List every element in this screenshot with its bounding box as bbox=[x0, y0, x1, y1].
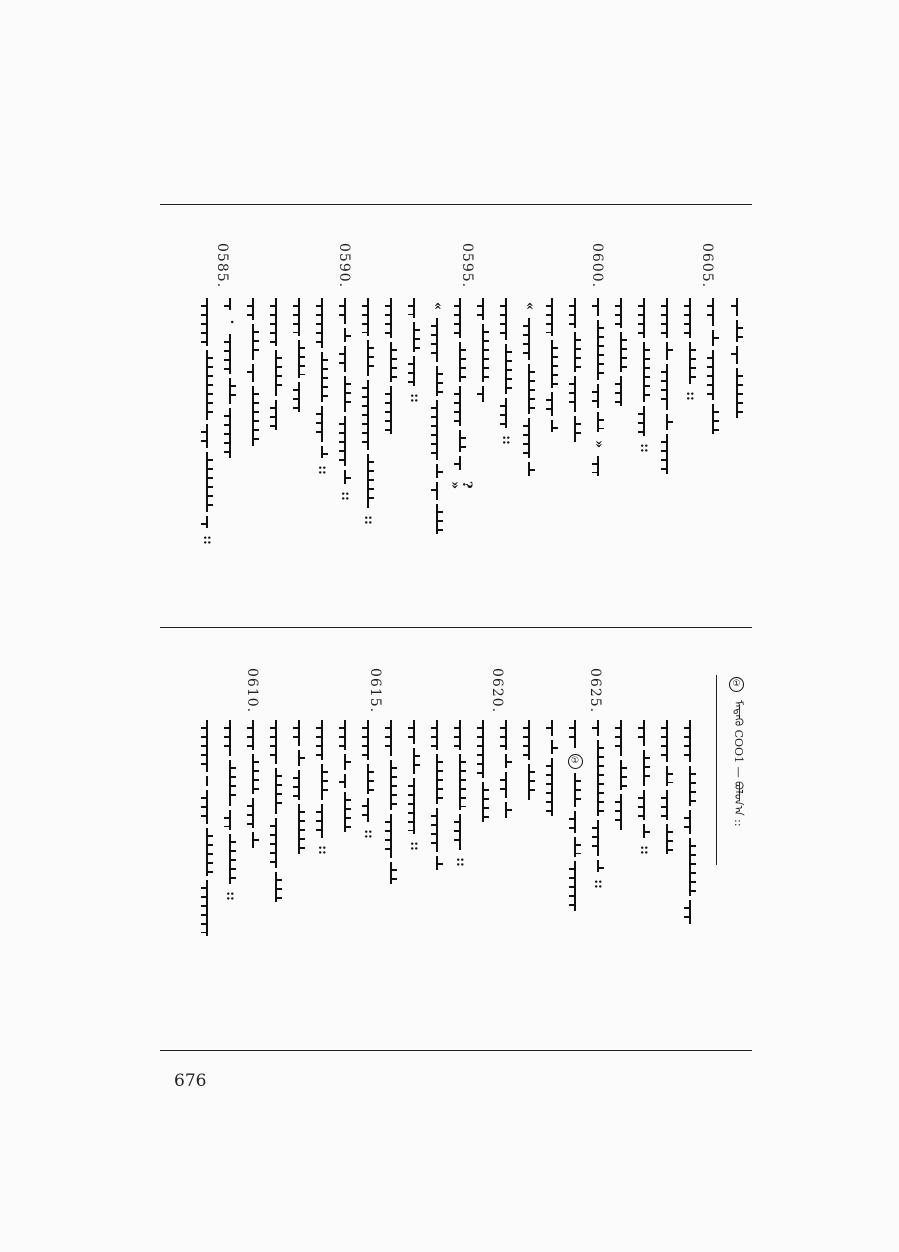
text-column bbox=[706, 298, 720, 438]
text-column bbox=[683, 720, 697, 928]
text-column bbox=[246, 720, 260, 852]
text-column: :: bbox=[499, 298, 513, 452]
text-column: :: bbox=[591, 720, 605, 896]
text-column bbox=[614, 720, 628, 834]
text-column: :: bbox=[637, 298, 651, 460]
text-column bbox=[476, 720, 490, 826]
text-column bbox=[614, 298, 628, 410]
line-number-0620: 0620. bbox=[489, 668, 505, 714]
line-number-0615: 0615. bbox=[367, 668, 383, 714]
text-column bbox=[292, 298, 306, 416]
line-number-0595: 0595. bbox=[459, 243, 475, 289]
text-column: :: bbox=[407, 298, 421, 410]
line-number-0605: 0605. bbox=[699, 243, 715, 289]
text-column bbox=[430, 720, 444, 874]
line-number-0610: 0610. bbox=[244, 668, 260, 714]
text-column bbox=[499, 720, 513, 822]
text-column bbox=[545, 720, 559, 820]
text-column: :: bbox=[361, 720, 375, 846]
text-column bbox=[476, 298, 490, 406]
top-rule bbox=[160, 204, 752, 205]
text-column: « bbox=[430, 298, 444, 538]
text-column: » bbox=[591, 298, 605, 480]
text-column bbox=[246, 298, 260, 450]
text-column bbox=[522, 720, 536, 804]
text-column: :: bbox=[407, 720, 421, 858]
text-column: :: bbox=[315, 298, 329, 482]
line-number-0625: 0625. bbox=[587, 668, 603, 714]
text-column bbox=[200, 720, 214, 940]
text-column: :: bbox=[683, 298, 697, 408]
text-column bbox=[568, 720, 582, 915]
line-number-0590: 0590. bbox=[336, 243, 352, 289]
text-column: :: bbox=[453, 720, 467, 874]
text-column bbox=[660, 298, 674, 478]
footnote-rule bbox=[716, 675, 717, 865]
text-column: ? » bbox=[453, 298, 467, 506]
text-column: · bbox=[223, 298, 237, 462]
text-column bbox=[338, 720, 352, 836]
inline-footnote-marker: ① bbox=[568, 754, 583, 769]
line-number-0600: 0600. bbox=[589, 243, 605, 289]
text-column: :: bbox=[338, 298, 352, 508]
footnote-text: ᠮᠡᠳᠡᠬᠦ COO1 — ᠪᠣᠯᠤᠨ᠎ᠠ :: bbox=[732, 700, 745, 827]
text-column bbox=[384, 720, 398, 888]
page-number: 676 bbox=[174, 1071, 207, 1091]
middle-rule bbox=[160, 627, 752, 628]
line-number-0585: 0585. bbox=[214, 243, 230, 289]
text-column: :: bbox=[223, 720, 237, 908]
text-column: :: bbox=[637, 720, 651, 862]
text-column: :: bbox=[200, 298, 214, 552]
text-column: :: bbox=[315, 720, 329, 862]
bottom-rule bbox=[160, 1050, 752, 1051]
text-column bbox=[545, 298, 559, 436]
text-column bbox=[730, 298, 744, 422]
text-column bbox=[269, 720, 283, 906]
text-column bbox=[292, 720, 306, 858]
text-column: « bbox=[522, 298, 536, 480]
footnote-marker: ① bbox=[729, 677, 744, 692]
text-column bbox=[660, 720, 674, 858]
text-column bbox=[384, 298, 398, 438]
text-column bbox=[568, 298, 582, 446]
text-column: :: bbox=[361, 298, 375, 532]
text-column bbox=[269, 298, 283, 434]
